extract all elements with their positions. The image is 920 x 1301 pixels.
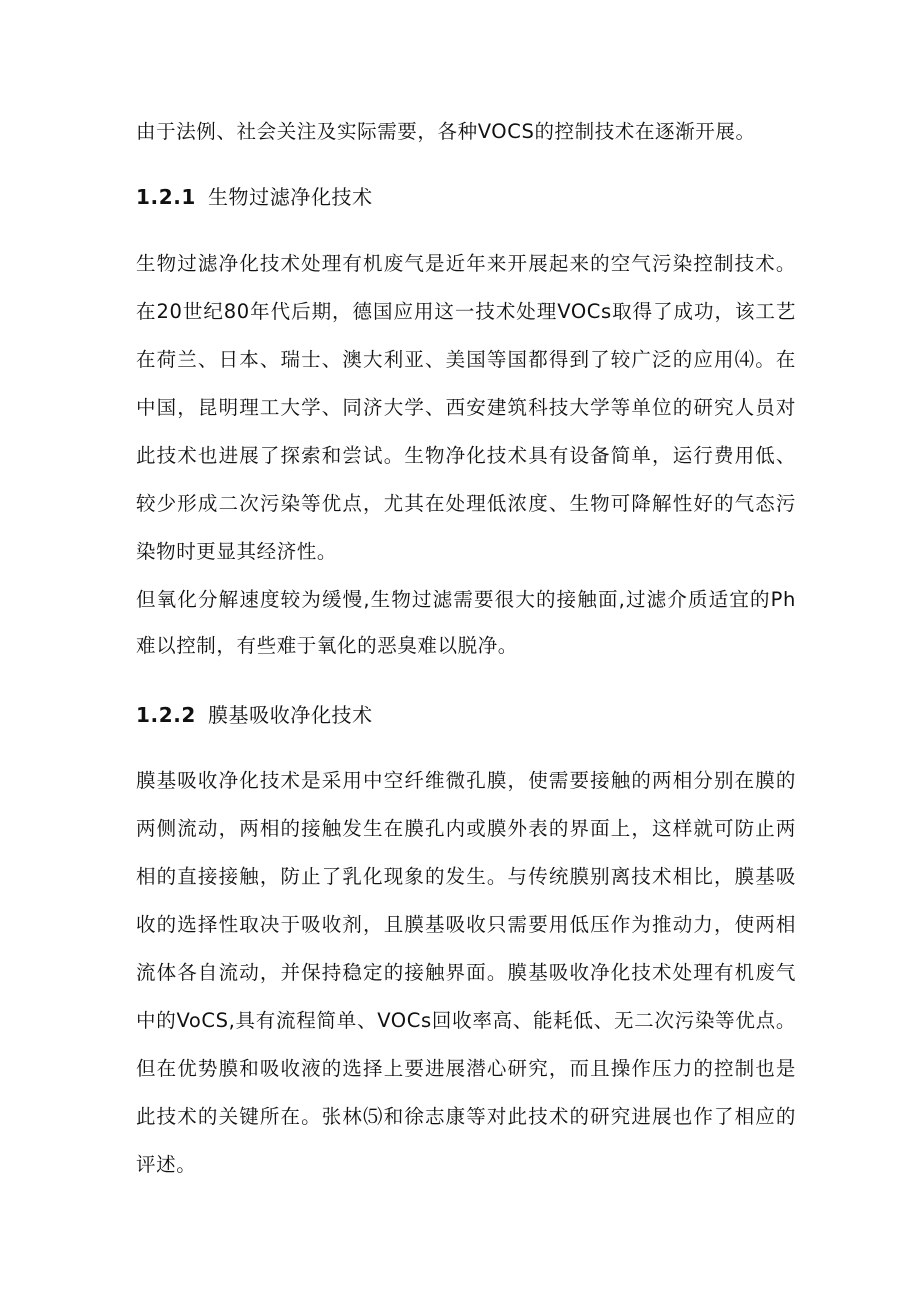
paragraph-line: 中国，昆明理工大学、同济大学、西安建筑科技大学等单位的研究人员对 [136,396,796,419]
paragraph-line: 此技术也进展了探索和尝试。生物净化技术具有设备简单，运行费用低、 [136,444,796,467]
paragraph-line: 染物时更显其经济性。 [136,540,338,563]
section-title: 膜基吸收净化技术 [207,703,373,727]
paragraph-line: 膜基吸收净化技术是采用中空纤维微孔膜，使需要接触的两相分别在膜的 [136,769,796,792]
paragraph-line: 但在优势膜和吸收液的选择上要进展潜心研究，而且操作压力的控制也是 [136,1057,796,1080]
paragraph-line: 评述。 [136,1153,197,1176]
paragraph-line: 收的选择性取决于吸收剂，且膜基吸收只需要用低压作为推动力，使两相 [136,913,796,936]
paragraph-line: 在20世纪80年代后期，德国应用这一技术处理VOCs取得了成功，该工艺 [136,300,796,323]
section-number: 1.2.1 [136,185,196,209]
paragraph-line: 较少形成二次污染等优点，尤其在处理低浓度、生物可降解性好的气态污 [136,492,796,515]
paragraph-line: 但氧化分解速度较为缓慢,生物过滤需要很大的接触面,过滤介质适宜的Ph [136,588,796,611]
intro-paragraph: 由于法例、社会关注及实际需要，各种VOCS的控制技术在逐渐开展。 [136,120,756,143]
paragraph-line: 两侧流动，两相的接触发生在膜孔内或膜外表的界面上，这样就可防止两 [136,817,796,840]
paragraph-line: 相的直接接触，防止了乳化现象的发生。与传统膜别离技术相比，膜基吸 [136,865,796,888]
section-heading-1-2-2 [136,701,373,729]
section-number: 1.2.2 [136,703,196,727]
paragraph-line: 难以控制，有些难于氧化的恶臭难以脱净。 [136,634,518,657]
section-heading-1-2-1 [136,183,373,211]
paragraph-line: 此技术的关键所在。张林⑸和徐志康等对此技术的研究进展也作了相应的 [136,1105,796,1128]
paragraph-line: 流体各自流动，并保持稳定的接触界面。膜基吸收净化技术处理有机废气 [136,961,796,984]
section-title: 生物过滤净化技术 [207,185,373,209]
paragraph-line: 在荷兰、日本、瑞士、澳大利亚、美国等国都得到了较广泛的应用⑷。在 [136,348,796,371]
paragraph-line: 中的VoCS,具有流程简单、VOCs回收率高、能耗低、无二次污染等优点。 [136,1009,796,1032]
paragraph-line: 生物过滤净化技术处理有机废气是近年来开展起来的空气污染控制技术。 [136,252,796,275]
